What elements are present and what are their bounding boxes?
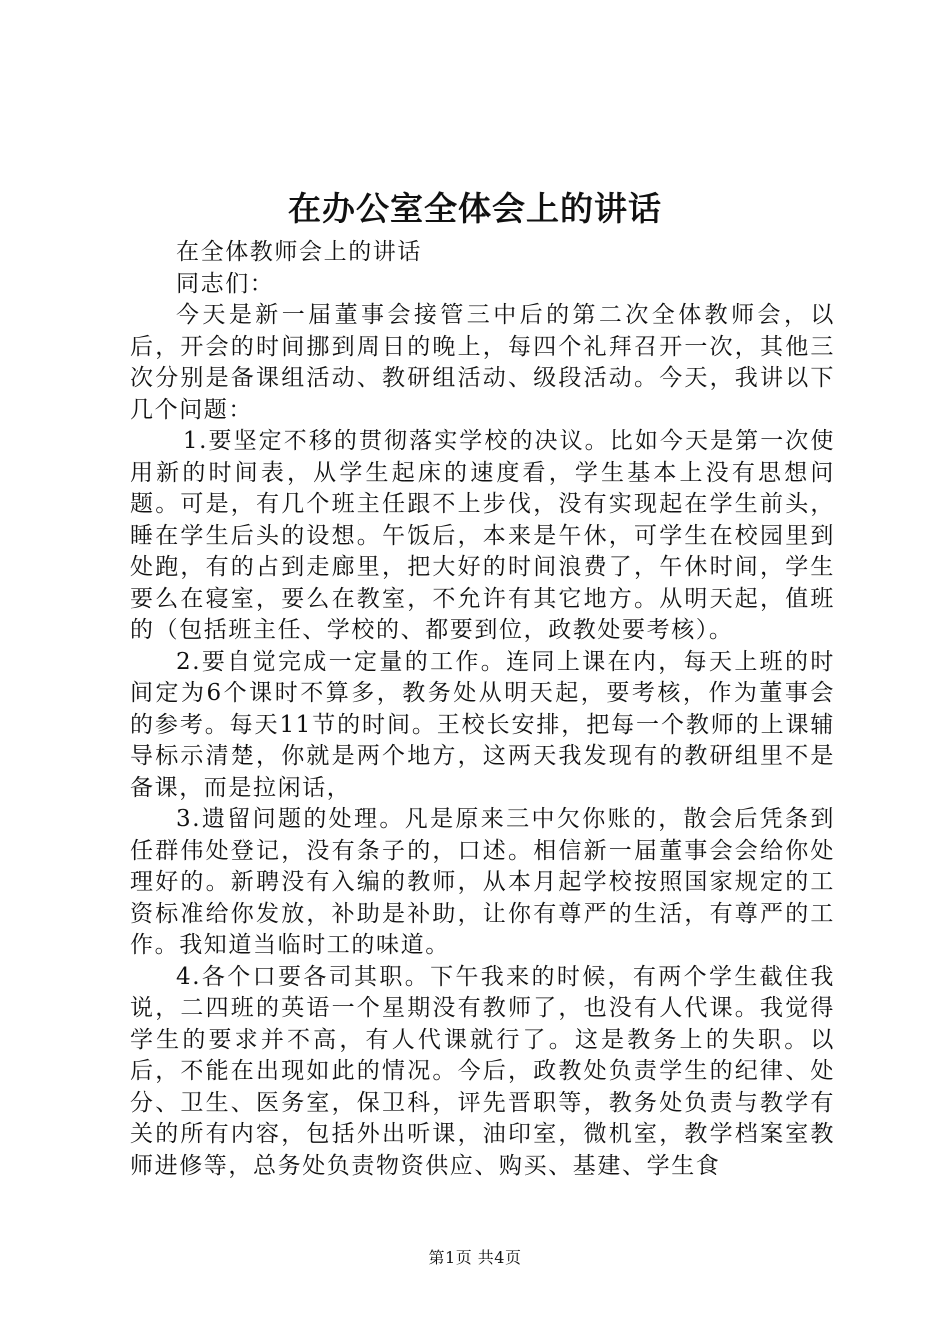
document-title: 在办公室全体会上的讲话: [288, 189, 662, 228]
document-body: [130, 237, 835, 1182]
paragraph-point-2: 2.要自觉完成一定量的工作。连同上课在内，每天上班的时间定为6个课时不算多，教务处从明天起，要考核，作为董事会的参考。每天11节的时间。王校长安排，把每一个教师的上课辅导标示清楚，你就是两个地方，这两天我发现有的教研组里不是备课，而是拉闲话，: [130, 648, 835, 801]
paragraph-point-1: 1.要坚定不移的贯彻落实学校的决议。比如今天是第一次使用新的时间表，从学生起床的速度看，学生基本上没有思想问题。可是，有几个班主任跟不上步伐，没有实现起在学生前头，睡在学生后头的设想。午饭后，本来是午休，可学生在校园里到处跑，有的占到走廊里，把大好的时间浪费了，午休时间，学生要么在寝室，要么在教室，不允许有其它地方。从明天起，值班的（包括班主任、学校的、都要到位，政教处要考核）。: [130, 428, 835, 643]
page-footer: 第1页 共4页: [428, 1248, 522, 1267]
paragraph-point-4: 4.各个口要各司其职。下午我来的时候，有两个学生截住我说，二四班的英语一个星期没有教师了，也没有人代课。我觉得学生的要求并不高，有人代课就行了。这是教务上的失职。以后，不能在出现如此的情况。今后，政教处负责学生的纪律、处分、卫生、医务室，保卫科，评先晋职等，教务处负责与教学有关的所有内容，包括外出听课，油印室，微机室，教学档案室教师进修等，总务处负责物资供应、购买、基建、学生食: [130, 963, 835, 1179]
paragraph-point-3: 3.遗留问题的处理。凡是原来三中欠你账的，散会后凭条到任群伟处登记，没有条子的，口述。相信新一届董事会会给你处理好的。新聘没有入编的教师，从本月起学校按照国家规定的工资标准给你发放，补助是补助，让你有尊严的生活，有尊严的工作。我知道当临时工的味道。: [130, 806, 835, 958]
paragraph-salutation: 同志们：: [176, 270, 275, 297]
paragraph-subtitle: 在全体教师会上的讲话: [176, 239, 422, 265]
paragraph-intro: 今天是新一届董事会接管三中后的第二次全体教师会，以后，开会的时间挪到周日的晚上，每四个礼拜召开一次，其他三次分别是备课组活动、教研组活动、级段活动。今天，我讲以下几个问题：: [130, 302, 835, 423]
